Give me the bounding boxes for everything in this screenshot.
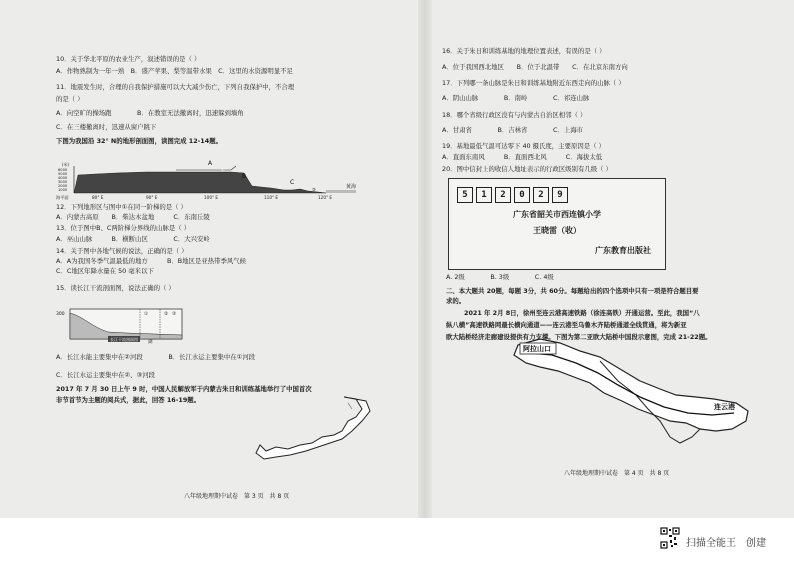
postcode-digit: 1 [476, 187, 492, 203]
inner-mongolia-map [252, 395, 382, 485]
intro-16-19-cont: 非节首节为主题的阅兵式，据此，回答 16-19题。 [56, 396, 201, 404]
question-20-options: A. 2级 B. 3级 C. 4级 [446, 273, 554, 281]
question-13: 13．位于图中B、C两阶梯分界线的山脉是（ ） [56, 224, 191, 232]
profile-num-3: ③ [312, 187, 316, 192]
profile-y-tick: 6000 [58, 168, 68, 172]
envelope-figure [448, 178, 666, 270]
profile-y-tick: 4000 [58, 176, 68, 180]
profile-unit: (米) [62, 162, 70, 167]
page-4-footer: 八年级地理期中试卷 第 4 页 共 8 页 [564, 470, 670, 477]
question-15-option-c: C．长江水运主要集中在②、③河段 [56, 371, 155, 379]
question-17-options: A．阴山山脉 B．南岭 C．祁连山脉 [442, 94, 590, 102]
hydro-mark-3: ③ [172, 312, 177, 317]
question-19-options: A．直面东南风 B．直面西北风 C．海拔太低 [442, 153, 603, 161]
profile-x-tick: 80° E [92, 195, 104, 200]
hydro-lake: 湖 [148, 340, 153, 345]
question-12-options: A．内蒙古高原 B．柴达木盆地 C．东南丘陵 [56, 213, 210, 221]
question-18: 18．哪个省级行政区没有与内蒙古自治区相邻（ ） [442, 111, 587, 119]
postcode-digit: 2 [533, 187, 549, 203]
postcode-boxes [457, 187, 568, 203]
recipient-address: 广东省韶关市西连镇小学 [513, 210, 601, 219]
profile-label-b: B [242, 173, 247, 180]
profile-y-tick: 3000 [58, 180, 68, 184]
profile-sealevel: 海平面 [56, 195, 69, 200]
question-16: 16．关于朱日和训练基地的地理位置表述，有误的是（ ） [442, 47, 606, 55]
page-3-footer: 八年级地理期中试卷 第 3 页 共 8 页 [184, 493, 290, 500]
profile-y-tick: 2000 [58, 184, 68, 188]
profile-y-tick: 1000 [58, 188, 68, 192]
profile-sea-label: 黄海 [346, 184, 357, 190]
question-10: 10．关于华北平原的农业生产，叙述错误的是（ ） [56, 55, 201, 63]
intro-12-14: 下图为我国沿 32° N的地形剖面图，读图完成 12-14题。 [56, 137, 222, 145]
intro-21-22-cont2: 欧大陆桥经济走廊建设提供有力支撑。下图为第二亚欧大陆桥中国段示意图，完成 21-22题。 [446, 333, 712, 341]
railway-corridor-map [500, 325, 760, 450]
hydro-y-top: 300 [56, 312, 65, 317]
profile-num-1: ① [221, 167, 225, 172]
profile-x-tick: 120° E [318, 195, 333, 200]
postcode-digit: 5 [457, 187, 473, 203]
recipient-name: 王晓雷（收） [533, 226, 581, 235]
profile-label-c: C [290, 179, 295, 186]
question-12: 12．下列地形区与图中①在同一阶梯的是（ ） [56, 203, 187, 211]
question-17: 17．下列哪一条山脉是朱日和训练基地附近东西走向的山脉（ ） [442, 79, 625, 87]
section-2-header: 二、本大题共 20题，每题 3分，共 60分。每题给出的四个选项中只有一项是符合题目要 [446, 287, 699, 295]
scanner-watermark: 扫描全能王 创建 [686, 538, 766, 549]
postcode-digit: 2 [495, 187, 511, 203]
profile-x-tick: 90° E [146, 195, 158, 200]
profile-label-a: A [208, 160, 213, 167]
postcode-digit: 0 [514, 187, 530, 203]
profile-x-tick: 100° E [204, 195, 219, 200]
label-lianyungang: 连云港 [714, 403, 735, 411]
question-15: 15．读长江干流剖面图，说法正确的（ ） [56, 284, 175, 292]
intro-16-19: 2017 年 7 月 30 日上午 9 时，中国人民解放军于内蒙古朱日和训练基地举行了中国首次 [56, 385, 312, 393]
hydro-caption: 长江干流剖面图 [110, 337, 138, 342]
terrain-profile-figure [56, 160, 374, 200]
question-10-options: A．作物熟制为一年一熟 B．盛产苹果、梨等温带水果 C．这里的水资源明显不足 [56, 67, 293, 75]
profile-y-tick: 5000 [58, 172, 68, 176]
question-19: 19．基地最低气温可达零下 40 摄氏度，主要原因是（ ） [442, 142, 605, 150]
terrain-profile [74, 172, 326, 193]
question-14: 14．关于图中各地气候的说法，正确的是（ ） [56, 247, 188, 255]
exam-page-4 [440, 0, 770, 518]
profile-num-2: ② [278, 185, 282, 190]
section-2-header-cont: 求的。 [446, 297, 466, 305]
profile-x-tick: 110° E [264, 195, 279, 200]
qr-code-icon [660, 527, 680, 549]
question-13-options: A．巫山山脉 B．横断山区 C．大兴安岭 [56, 235, 210, 243]
postcode-digit: 9 [552, 187, 568, 203]
question-14-options: A．A为我国冬季气温最低的地方 B．B地区是亚热带季风气候 [56, 257, 247, 265]
question-11-option-c: C．在三楼撤离时，迅速从窗户跳下 [56, 123, 157, 131]
yangtze-profile-figure [56, 305, 216, 345]
question-20: 20．图中信封上的收信人地址表示的行政区级别有几级（ ） [442, 165, 612, 173]
hydro-mark-2: ② [164, 312, 169, 317]
question-18-options: A．甘肃省 B．吉林省 C．上海市 [442, 126, 584, 134]
question-15-options: A．长江水能主要集中在②河段 B．长江水运主要集中在①河段 [56, 353, 256, 361]
page-gutter [418, 0, 432, 518]
sender-name: 广东教育出版社 [595, 246, 651, 255]
question-11-options-ab: A．向空旷的操场跑 B．在教室无法撤离时，迅速躲到墙角 [56, 109, 244, 117]
question-11: 11．地震发生时，合理的自我保护措施可以大大减少伤亡，下列自我保护中，不合理 [56, 83, 295, 91]
label-alashankou: 阿拉山口 [523, 345, 551, 353]
intro-21-22-cont: 纵八横”高速铁路网最长横向通道——连云港至乌鲁木齐陆桥通道全线贯通，将为新亚 [446, 321, 687, 329]
question-14-option-c: C．C地区年降水量在 50 毫米以下 [56, 267, 154, 275]
intro-21-22: 2021 年 2月 8日，徐州至连云港高速铁路（徐连高铁）开通运营。至此，我国“八 [464, 309, 700, 317]
question-11-cont: 的是（ ） [56, 95, 84, 103]
hydro-mark-1: ① [144, 312, 149, 317]
exam-page-3 [52, 0, 404, 518]
question-16-options: A．位于我国西北地区 B．位于北温带 C．在北京东南方向 [442, 63, 628, 71]
